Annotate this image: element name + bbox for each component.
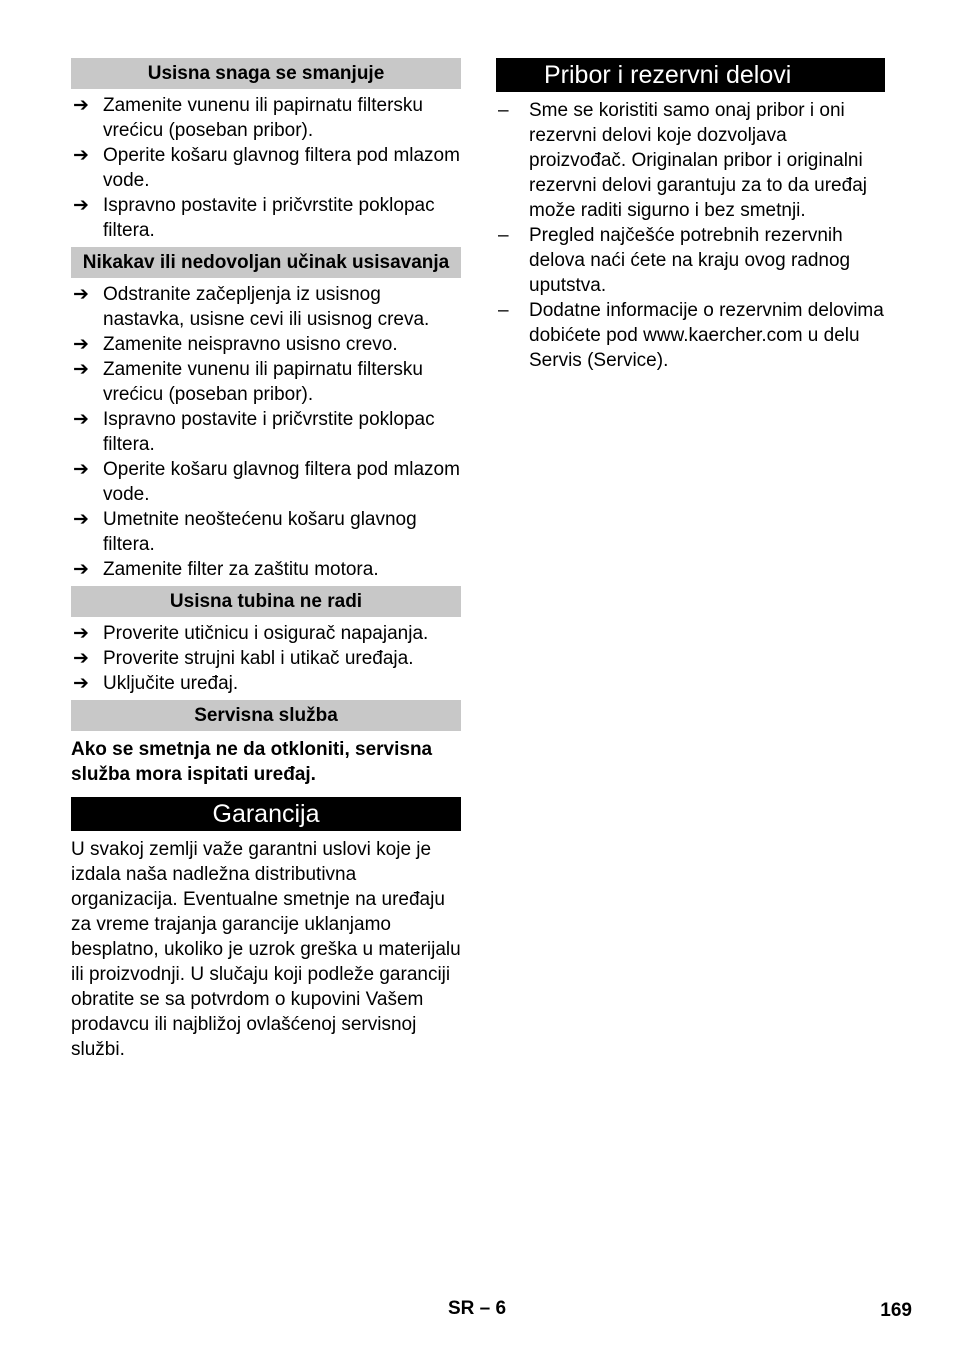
list-item: ➔ Proverite strujni kabl i utikač uređaja. <box>73 648 414 669</box>
arrow-icon: ➔ <box>73 95 89 116</box>
arrow-icon: ➔ <box>73 673 89 694</box>
list-item: ➔ Zamenite vunenu ili papirnatu filtersku vrećicu (poseban pribor). <box>73 359 424 405</box>
heading-usisna-tubina: Usisna tubina ne radi <box>71 586 461 617</box>
list-item: – Dodatne informacije o rezervnim delovima dobićete pod www.kaercher.com u delu Servis (Service). <box>498 300 884 371</box>
list-item: ➔ Uključite uređaj. <box>73 673 239 694</box>
list-item: ➔ Zamenite neispravno usisno crevo. <box>73 334 398 355</box>
list-item: ➔ Odstranite začepljenja iz usisnog nastavka, usisne cevi ili usisnog creva. <box>73 284 430 330</box>
heading-servisna-sluzba: Servisna služba <box>71 700 461 731</box>
list-pribor <box>496 98 885 373</box>
list-item: ➔ Zamenite vunenu ili papirnatu filtersku vrećicu (poseban pribor). <box>73 95 424 141</box>
arrow-icon: ➔ <box>73 284 89 305</box>
list-item: ➔ Ispravno postavite i pričvrstite poklopac filtera. <box>73 409 435 455</box>
dash-icon: – <box>498 300 509 321</box>
list-item: ➔ Proverite utičnicu i osigurač napajanja. <box>73 623 429 644</box>
arrow-icon: ➔ <box>73 359 89 380</box>
list-item: ➔ Umetnite neoštećenu košaru glavnog filtera. <box>73 509 417 555</box>
list-item: ➔ Ispravno postavite i pričvrstite poklopac filtera. <box>73 195 435 241</box>
list-usisna-tubina <box>71 621 461 696</box>
list-item: ➔ Operite košaru glavnog filtera pod mlazom vode. <box>73 145 460 191</box>
list-usisna-snaga <box>71 93 461 243</box>
arrow-icon: ➔ <box>73 559 89 580</box>
left-column <box>71 58 461 1062</box>
arrow-icon: ➔ <box>73 648 89 669</box>
garancija-text: U svakoj zemlji važe garantni uslovi koje je izdala naša nadležna distributivna organizacija. Eventualne smetnje na uređaju za vreme trajanja garancije uklanjamo besplatno, ukoliko je uzrok greška u materijalu ili proizvodnji. U slučaju koji podleže garanciji obratite se sa potvrdom o kupovini Vašem prodavcu ili najbližoj ovlašćenoj servisnoj službi. <box>71 839 461 1060</box>
dash-icon: – <box>498 225 509 246</box>
heading-pribor: Pribor i rezervni delovi <box>496 58 885 92</box>
list-item: – Sme se koristiti samo onaj pribor i oni rezervni delovi koje dozvoljava proizvođač. Originalan pribor i originalni rezervni delovi garantuju za to da uređaj može raditi sigurno i bez smetnji. <box>498 100 867 221</box>
arrow-icon: ➔ <box>73 623 89 644</box>
arrow-icon: ➔ <box>73 409 89 430</box>
arrow-icon: ➔ <box>73 145 89 166</box>
dash-icon: – <box>498 100 509 121</box>
list-item: ➔ Operite košaru glavnog filtera pod mlazom vode. <box>73 459 460 505</box>
heading-garancija: Garancija <box>71 797 461 831</box>
arrow-icon: ➔ <box>73 195 89 216</box>
list-item: ➔ Zamenite filter za zaštitu motora. <box>73 559 379 580</box>
servisna-sluzba-note: Ako se smetnja ne da otkloniti, servisna služba mora ispitati uređaj. <box>71 739 433 785</box>
heading-nikakav-ucinak: Nikakav ili nedovoljan učinak usisavanja <box>71 247 461 278</box>
list-item: – Pregled najčešće potrebnih rezervnih delova naći ćete na kraju ovog radnog uputstva. <box>498 225 851 296</box>
arrow-icon: ➔ <box>73 334 89 355</box>
footer-section-label: SR – 6 <box>447 1298 507 1319</box>
list-nikakav-ucinak <box>71 282 461 582</box>
arrow-icon: ➔ <box>73 459 89 480</box>
page-number: 169 <box>880 1300 912 1321</box>
right-column <box>496 58 885 373</box>
heading-usisna-snaga: Usisna snaga se smanjuje <box>71 58 461 89</box>
arrow-icon: ➔ <box>73 509 89 530</box>
